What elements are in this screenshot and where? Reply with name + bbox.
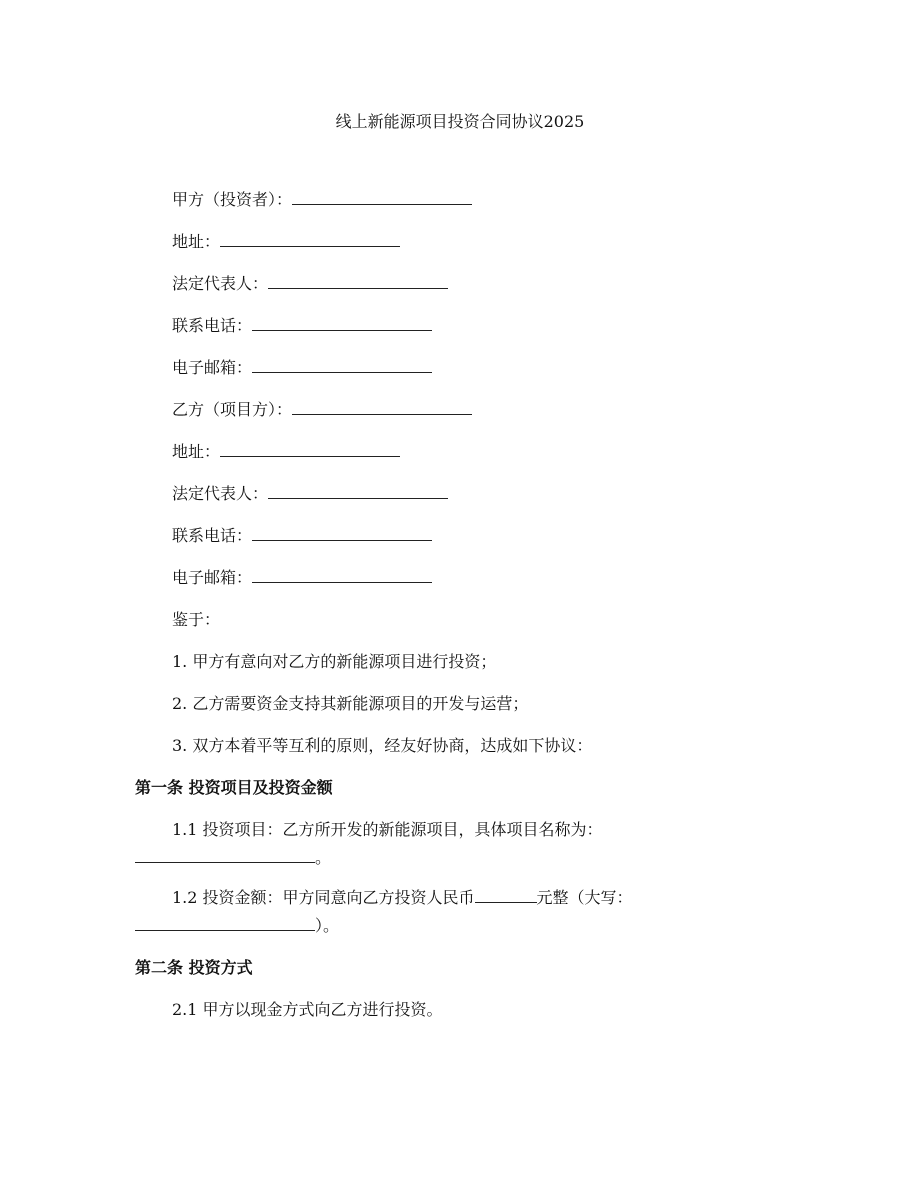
clause-1-1: 1.1 投资项目：乙方所开发的新能源项目，具体项目名称为： bbox=[172, 820, 603, 839]
party-b-phone-blank bbox=[252, 524, 432, 541]
party-b-address-field bbox=[172, 440, 400, 464]
clause-2-1: 2.1 甲方以现金方式向乙方进行投资。 bbox=[172, 1000, 443, 1019]
party-b-field bbox=[172, 398, 472, 422]
whereas-label: 鉴于： bbox=[172, 610, 221, 629]
party-a-phone-label: 联系电话： bbox=[172, 316, 253, 335]
party-a-email-blank bbox=[252, 356, 432, 373]
party-a-phone-blank bbox=[252, 314, 432, 331]
party-b-label: 乙方（项目方）： bbox=[172, 400, 293, 419]
clause-1-2-prefix: 1.2 投资金额：甲方同意向乙方投资人民币 bbox=[172, 888, 475, 907]
party-b-address-label: 地址： bbox=[172, 442, 221, 461]
party-b-legal-rep-blank bbox=[268, 482, 448, 499]
party-b-address-blank bbox=[220, 440, 400, 457]
party-b-phone-field bbox=[172, 524, 432, 548]
party-a-email-label: 电子邮箱： bbox=[172, 358, 253, 377]
clause-1-2-continuation bbox=[135, 914, 339, 938]
party-b-email-field bbox=[172, 566, 432, 590]
project-name-blank bbox=[135, 846, 315, 863]
recital-2: 2. 乙方需要资金支持其新能源项目的开发与运营； bbox=[172, 694, 529, 713]
clause-1-2 bbox=[172, 886, 633, 910]
party-b-email-label: 电子邮箱： bbox=[172, 568, 253, 587]
article-2-heading: 第二条 投资方式 bbox=[135, 958, 253, 977]
party-a-email-field bbox=[172, 356, 432, 380]
amount-blank bbox=[475, 886, 537, 903]
party-a-address-label: 地址： bbox=[172, 232, 221, 251]
party-b-legal-rep-label: 法定代表人： bbox=[172, 484, 269, 503]
party-b-legal-rep-field bbox=[172, 482, 448, 506]
party-a-phone-field bbox=[172, 314, 432, 338]
party-a-field bbox=[172, 188, 472, 212]
party-a-address-blank bbox=[220, 230, 400, 247]
clause-1-2-end: ）。 bbox=[315, 916, 340, 935]
party-a-legal-rep-label: 法定代表人： bbox=[172, 274, 269, 293]
clause-1-1-end: 。 bbox=[315, 848, 332, 867]
article-1-heading: 第一条 投资项目及投资金额 bbox=[135, 778, 333, 797]
party-b-blank bbox=[292, 398, 472, 415]
amount-words-blank bbox=[135, 914, 315, 931]
recital-1: 1. 甲方有意向对乙方的新能源项目进行投资； bbox=[172, 652, 497, 671]
party-a-address-field bbox=[172, 230, 400, 254]
recital-3: 3. 双方本着平等互利的原则，经友好协商，达成如下协议： bbox=[172, 736, 593, 755]
party-a-legal-rep-field bbox=[172, 272, 448, 296]
document-title: 线上新能源项目投资合同协议2025 bbox=[335, 112, 585, 131]
party-a-legal-rep-blank bbox=[268, 272, 448, 289]
party-a-label: 甲方（投资者）： bbox=[172, 190, 293, 209]
party-b-phone-label: 联系电话： bbox=[172, 526, 253, 545]
party-b-email-blank bbox=[252, 566, 432, 583]
clause-1-1-continuation bbox=[135, 846, 331, 870]
clause-1-2-mid: 元整（大写： bbox=[536, 888, 633, 907]
party-a-blank bbox=[292, 188, 472, 205]
